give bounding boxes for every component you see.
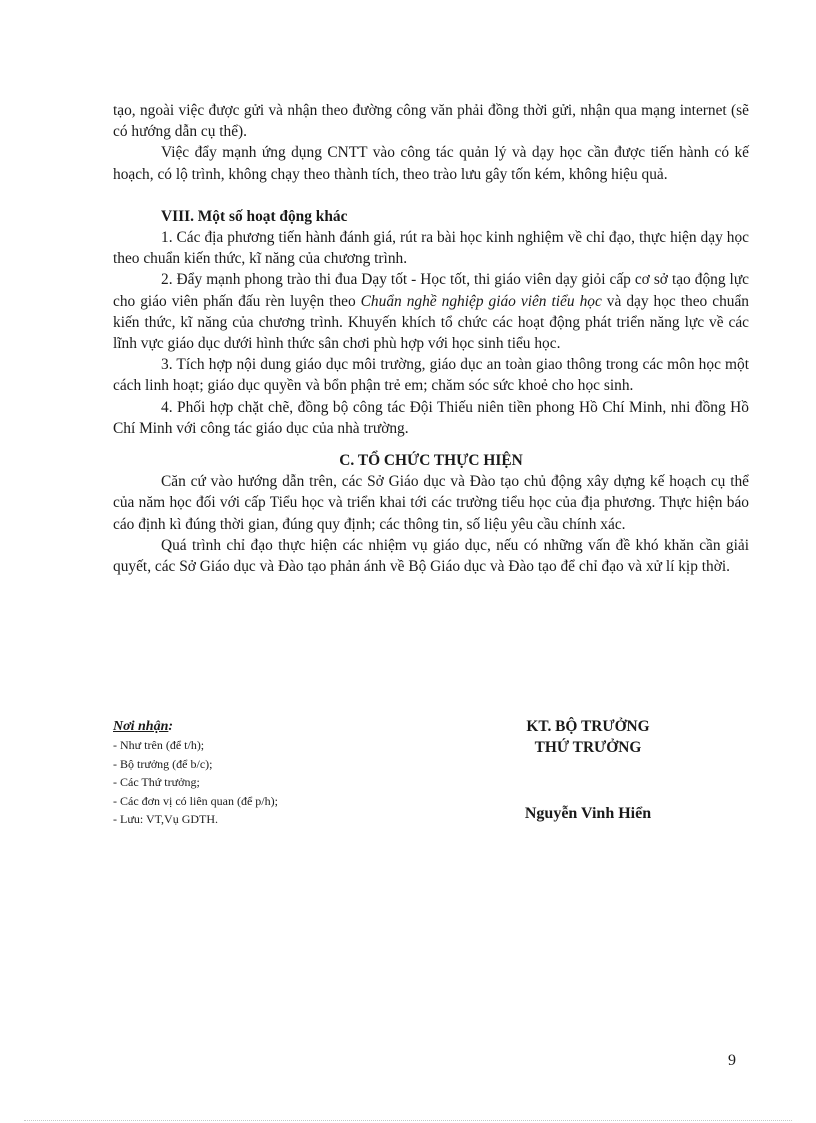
section-c-paragraph-2: Quá trình chỉ đạo thực hiện các nhiệm vụ giáo dục, nếu có những vấn đề khó khăn cần giải quyết, các Sở Giáo dục và Đào tạo phản ánh về Bộ Giáo dục và Đào tạo để chỉ đạo và xử lí kịp thời. xyxy=(113,536,749,576)
item-2-italic-standard: Chuẩn nghề nghiệp giáo viên tiểu học xyxy=(360,292,602,310)
recipients-title-text: Nơi nhận xyxy=(113,719,169,734)
signature-block xyxy=(478,716,698,824)
page-bottom-border xyxy=(24,1120,792,1121)
item-2-text-end: và dạy học theo chuẩn kiến thức, kĩ năng của chương trình. Khuyến khích tổ chức các hoạt động phát triển năng lực về các lĩnh vực giáo dục dưới hình thức sân chơi phù hợp với học sinh tiểu học. xyxy=(113,292,749,353)
signature-title-line-1: KT. BỘ TRƯỞNG xyxy=(526,718,650,735)
section-c-paragraph-1: Căn cứ vào hướng dẫn trên, các Sở Giáo dục và Đào tạo chủ động xây dựng kế hoạch cụ thể của năm học đối với cấp Tiểu học và triển khai tới các trường tiểu học của địa phương. Thực hiện báo cáo định kì đúng thời gian, đúng quy định; các thông tin, số liệu yêu cầu chính xác. xyxy=(113,473,749,533)
signature-title-line-2: THỨ TRƯỞNG xyxy=(534,739,642,756)
item-2-text-start: 2. Đẩy mạnh phong trào thi đua Dạy tốt - Học tốt, thi giáo viên dạy giỏi cấp cơ sở tạo động lực cho giáo viên phấn đấu rèn luyện theo xyxy=(113,271,749,310)
paragraph-continuation: tạo, ngoài việc được gửi và nhận theo đường công văn phải đồng thời gửi, nhận qua mạng internet (sẽ có hướng dẫn cụ thể). xyxy=(113,102,749,141)
section-viii-item-3: 3. Tích hợp nội dung giáo dục môi trường, giáo dục an toàn giao thông trong các môn học một cách linh hoạt; giáo dục quyền và bổn phận trẻ em; chăm sóc sức khoẻ cho học sinh. xyxy=(113,356,749,395)
page-number: 9 xyxy=(728,1052,736,1069)
recipient-item: - Lưu: VT,Vụ GDTH. xyxy=(113,812,219,827)
section-viii-item-2 xyxy=(113,269,749,354)
recipient-item: - Các đơn vị có liên quan (để p/h); xyxy=(113,793,278,808)
document-body xyxy=(113,100,749,577)
recipients-title xyxy=(113,718,433,736)
signer-name: Nguyễn Vinh Hiển xyxy=(524,805,652,822)
recipient-item: - Các Thứ trưởng; xyxy=(113,775,200,790)
section-viii-heading: VIII. Một số hoạt động khác xyxy=(161,207,348,225)
section-c-heading: C. TỔ CHỨC THỰC HIỆN xyxy=(339,452,523,470)
section-viii-item-1: 1. Các địa phương tiến hành đánh giá, rút ra bài học kinh nghiệm về chỉ đạo, thực hiện dạy học theo chuẩn kiến thức, kĩ năng của chương trình. xyxy=(113,229,749,268)
recipients-title-colon: : xyxy=(168,719,174,734)
recipient-item: - Như trên (để t/h); xyxy=(113,738,205,753)
paragraph-it-application: Việc đẩy mạnh ứng dụng CNTT vào công tác quản lý và dạy học cần được tiến hành có kế hoạch, có lộ trình, không chạy theo thành tích, theo trào lưu gây tốn kém, không hiệu quả. xyxy=(113,144,749,183)
recipients-block xyxy=(113,718,433,828)
section-viii-item-4: 4. Phối hợp chặt chẽ, đồng bộ công tác Đội Thiếu niên tiền phong Hồ Chí Minh, nhi đồng Hồ Chí Minh với công tác giáo dục của nhà trường. xyxy=(113,398,749,437)
recipient-item: - Bộ trưởng (để b/c); xyxy=(113,756,213,771)
